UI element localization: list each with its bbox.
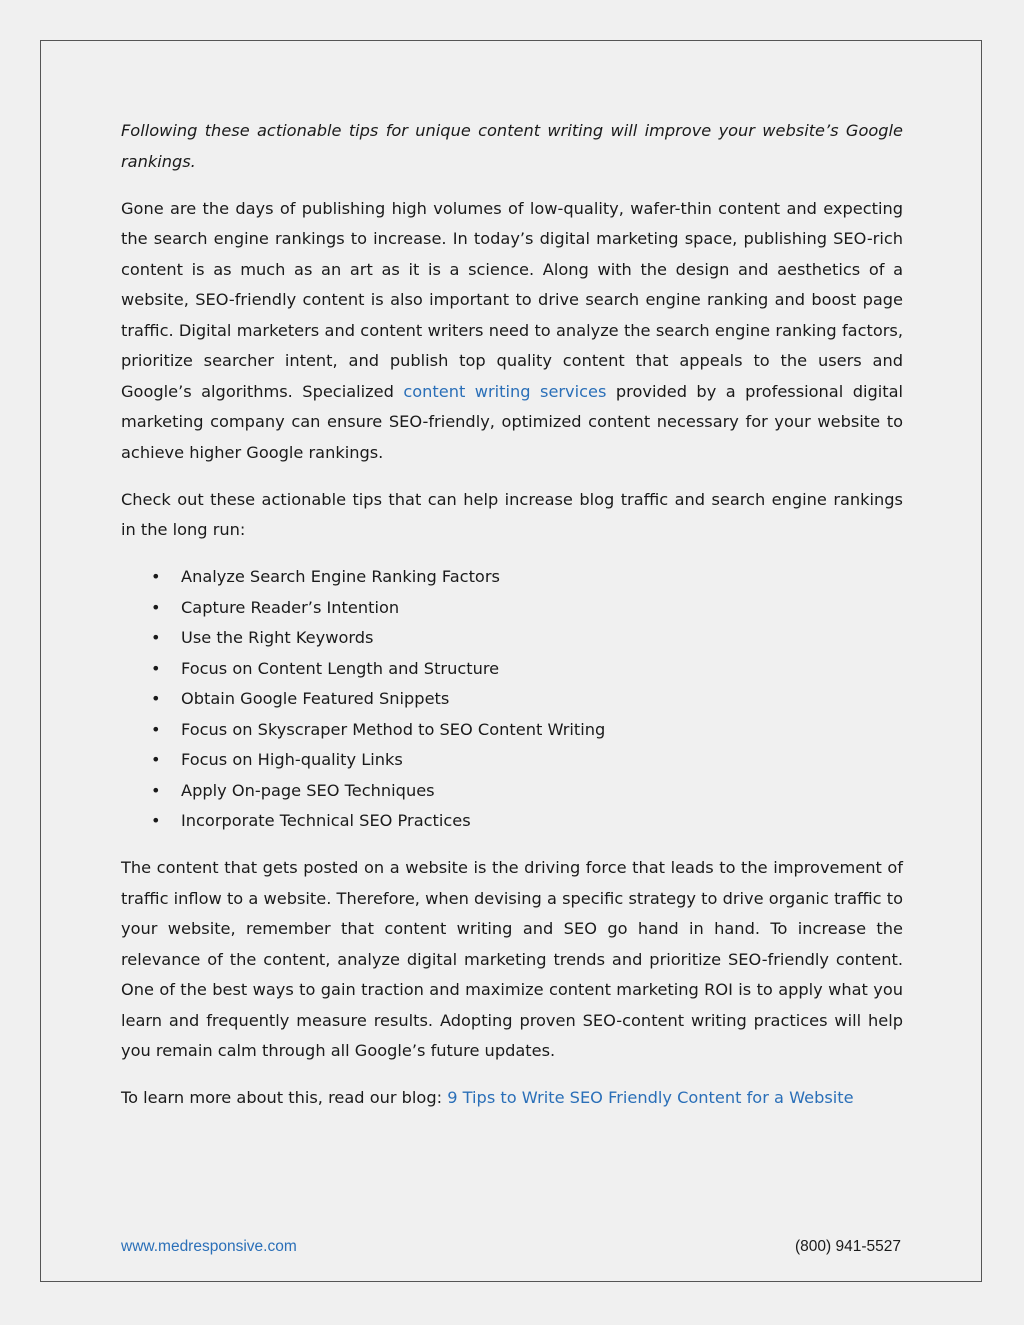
page-footer: [121, 1238, 901, 1256]
blog-link[interactable]: 9 Tips to Write SEO Friendly Content for a Website: [447, 1088, 854, 1107]
list-item: • Capture Reader’s Intention: [121, 593, 903, 624]
paragraph-text: Gone are the days of publishing high volumes of low-quality, wafer-thin content and expecting the search engine rankings to increase. In today’s digital marketing space, publishing SEO-rich content is as much as an art as it is a science. Along with the design and aesthetics of a website, SEO-friendly content is also important to drive search engine ranking and boost page traffic. Digital marketers and content writers need to analyze the search engine ranking factors, prioritize searcher intent, and publish top quality content that appeals to the users and Google’s algorithms. Specialized: [121, 198, 903, 401]
phone-number: (800) 941-5527: [795, 1238, 901, 1255]
website-link[interactable]: www.medresponsive.com: [121, 1238, 297, 1255]
paragraph-conclusion: The content that gets posted on a website is the driving force that leads to the improvement of traffic inflow to a website. Therefore, when devising a specific strategy to drive organic traffic to your website, remember that content writing and SEO go hand in hand. To increase the relevance of the content, analyze digital marketing trends and prioritize SEO-friendly content. One of the best ways to gain traction and maximize content marketing ROI is to apply what you learn and frequently measure results. Adopting proven SEO-content writing practices will help you remain calm through all Google’s future updates.: [121, 858, 903, 1060]
list-item: • Focus on Skyscraper Method to SEO Content Writing: [121, 715, 903, 746]
content-writing-services-link[interactable]: content writing services: [403, 381, 607, 401]
paragraph-learn-more: [121, 1083, 903, 1114]
intro-paragraph: Following these actionable tips for unique content writing will improve your website’s Google rankings.: [121, 121, 903, 171]
list-item: • Analyze Search Engine Ranking Factors: [121, 562, 903, 593]
paragraph-overview: [121, 194, 903, 469]
list-item: • Apply On-page SEO Techniques: [121, 776, 903, 807]
list-item: • Focus on High-quality Links: [121, 745, 903, 776]
tips-list: [121, 562, 903, 837]
list-item: • Use the Right Keywords: [121, 623, 903, 654]
paragraph-text: provided by a professional digital marketing company can ensure SEO-friendly, optimized content necessary for your website to achieve higher Google rankings.: [121, 381, 903, 462]
document-body: [121, 116, 903, 1130]
list-item: • Incorporate Technical SEO Practices: [121, 806, 903, 837]
list-item: • Focus on Content Length and Structure: [121, 654, 903, 685]
paragraph-text: To learn more about this, read our blog:: [121, 1088, 448, 1107]
paragraph-tips-intro: Check out these actionable tips that can help increase blog traffic and search engine rankings in the long run:: [121, 489, 903, 539]
list-item: • Obtain Google Featured Snippets: [121, 684, 903, 715]
